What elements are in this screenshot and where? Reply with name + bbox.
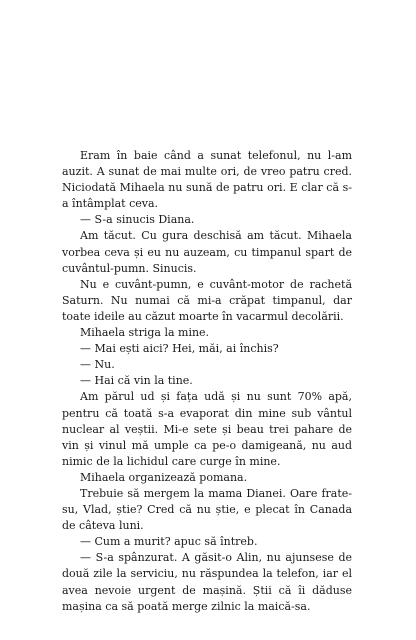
paragraph-8: — Hai că vin la tine. (80, 374, 193, 388)
paragraph-4: Nu e cuvânt-pumn, e cuvânt-motor de rachetă Saturn. Nu numai că mi-a crăpat timpanul, dar toate ideile au căzut moarte în vacarmul decolării. (62, 277, 352, 323)
body-text (62, 148, 352, 615)
paragraph-12: — Cum a murit? apuc să întreb. (80, 535, 258, 549)
paragraph-3: Am tăcut. Cu gura deschisă am tăcut. Mihaela vorbea ceva și eu nu auzeam, cu timpanul spart de cuvântul-pumn. Sinucis. (62, 229, 352, 275)
paragraph-6: — Mai ești aici? Hei, măi, ai închis? (80, 342, 279, 356)
paragraph-1: Eram în baie când a sunat telefonul, nu l-am auzit. A sunat de mai multe ori, de vreo patru cred. Niciodată Mihaela nu sună de patru ori. E clar că s-a întâmplat ceva. (62, 149, 352, 211)
paragraph-11: Trebuie să mergem la mama Dianei. Oare frate-su, Vlad, știe? Cred că nu știe, e plecat în Canada de câteva luni. (62, 486, 352, 533)
paragraph-2: — S-a sinucis Diana. (80, 213, 195, 227)
paragraph-13: — S-a spânzurat. A găsit-o Alin, nu ajunsese de două zile la serviciu, nu răspundea la telefon, iar el avea nevoie urgent de mașină. Știi că îi dăduse mașina ca să poată merge zilnic la maică-sa. (62, 551, 352, 613)
paragraph-10: Mihaela organizează pomana. (80, 470, 248, 484)
paragraph-7: — Nu. (80, 358, 115, 372)
paragraph-5: Mihaela striga la mine. (80, 326, 210, 340)
paragraph-9: Am părul ud și fața udă și nu sunt 70% apă, pentru că toată s-a evaporat din mine sub vântul nuclear al veștii. Mi-e sete și beau trei pahare de vin și vinul mă umple ca pe-o damigeană, nu aud nimic de la lichidul care curge în mine. (62, 390, 352, 468)
